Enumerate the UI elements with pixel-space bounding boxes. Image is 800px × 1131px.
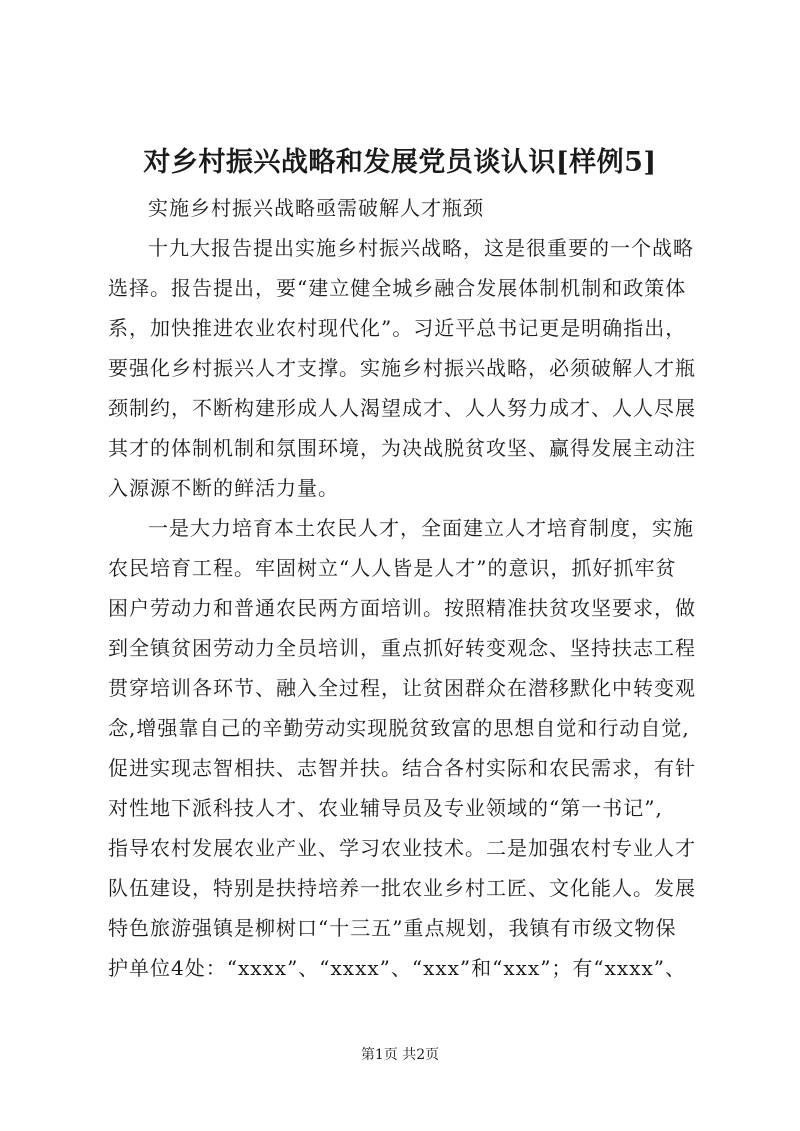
paragraph-line: 其才的体制机制和氛围环境，为决战脱贫攻坚、赢得发展主动注 [108,436,696,460]
paragraph-line: 念,增强靠自己的辛勤劳动实现脱贫致富的思想自觉和行动自觉, [108,716,690,740]
paragraph-line: 护单位4处：“xxxx”、“xxxx”、“xxx”和“xxx”；有“xxxx”、 [108,956,686,980]
paragraph-line: 队伍建设，特别是扶持培养一批农业乡村工匠、文化能人。发展 [108,876,696,900]
paragraph-line: 要强化乡村振兴人才支撑。实施乡村振兴战略，必须破解人才瓶 [108,356,696,380]
paragraph-line: 对性地下派科技人才、农业辅导员及专业领域的“第一书记”, [108,796,663,820]
paragraph-line: 选择。报告提出，要“建立健全城乡融合发展体制机制和政策体 [108,276,687,300]
page-footer: 第1页 共2页 [360,1047,440,1063]
paragraph-line: 指导农村发展农业产业、学习农业技术。二是加强农村专业人才 [108,836,696,860]
paragraph-line: 系，加快推进农业农村现代化”。习近平总书记更是明确指出， [108,316,687,340]
paragraph-line: 入源源不断的鲜活力量。 [108,476,339,500]
paragraph-line: 贯穿培训各环节、融入全过程，让贫困群众在潜移默化中转变观 [108,676,696,700]
paragraph-2 [108,508,708,988]
paragraph-line: 促进实现志智相扶、志智并扶。结合各村实际和农民需求，有针 [108,756,696,780]
paragraph-line: 农民培育工程。牢固树立“人人皆是人才”的意识，抓好抓牢贫 [108,556,677,580]
paragraph-line: 一是大力培育本土农民人才，全面建立人才培育制度，实施 [148,516,694,540]
section-subheading: 实施乡村振兴战略亟需破解人才瓶颈 [148,196,484,220]
paragraph-line: 困户劳动力和普通农民两方面培训。按照精准扶贫攻坚要求，做 [108,596,696,620]
paragraph-line: 特色旅游强镇是柳树口“十三五”重点规划，我镇有市级文物保 [108,916,677,940]
paragraph-1 [108,228,708,508]
paragraph-line: 到全镇贫困劳动力全员培训，重点抓好转变观念、坚持扶志工程 [108,636,696,660]
paragraph-line: 十九大报告提出实施乡村振兴战略，这是很重要的一个战略 [148,236,694,260]
document-title: 对乡村振兴战略和发展党员谈认识[样例5] [143,147,657,178]
paragraph-line: 颈制约，不断构建形成人人渴望成才、人人努力成才、人人尽展 [108,396,696,420]
